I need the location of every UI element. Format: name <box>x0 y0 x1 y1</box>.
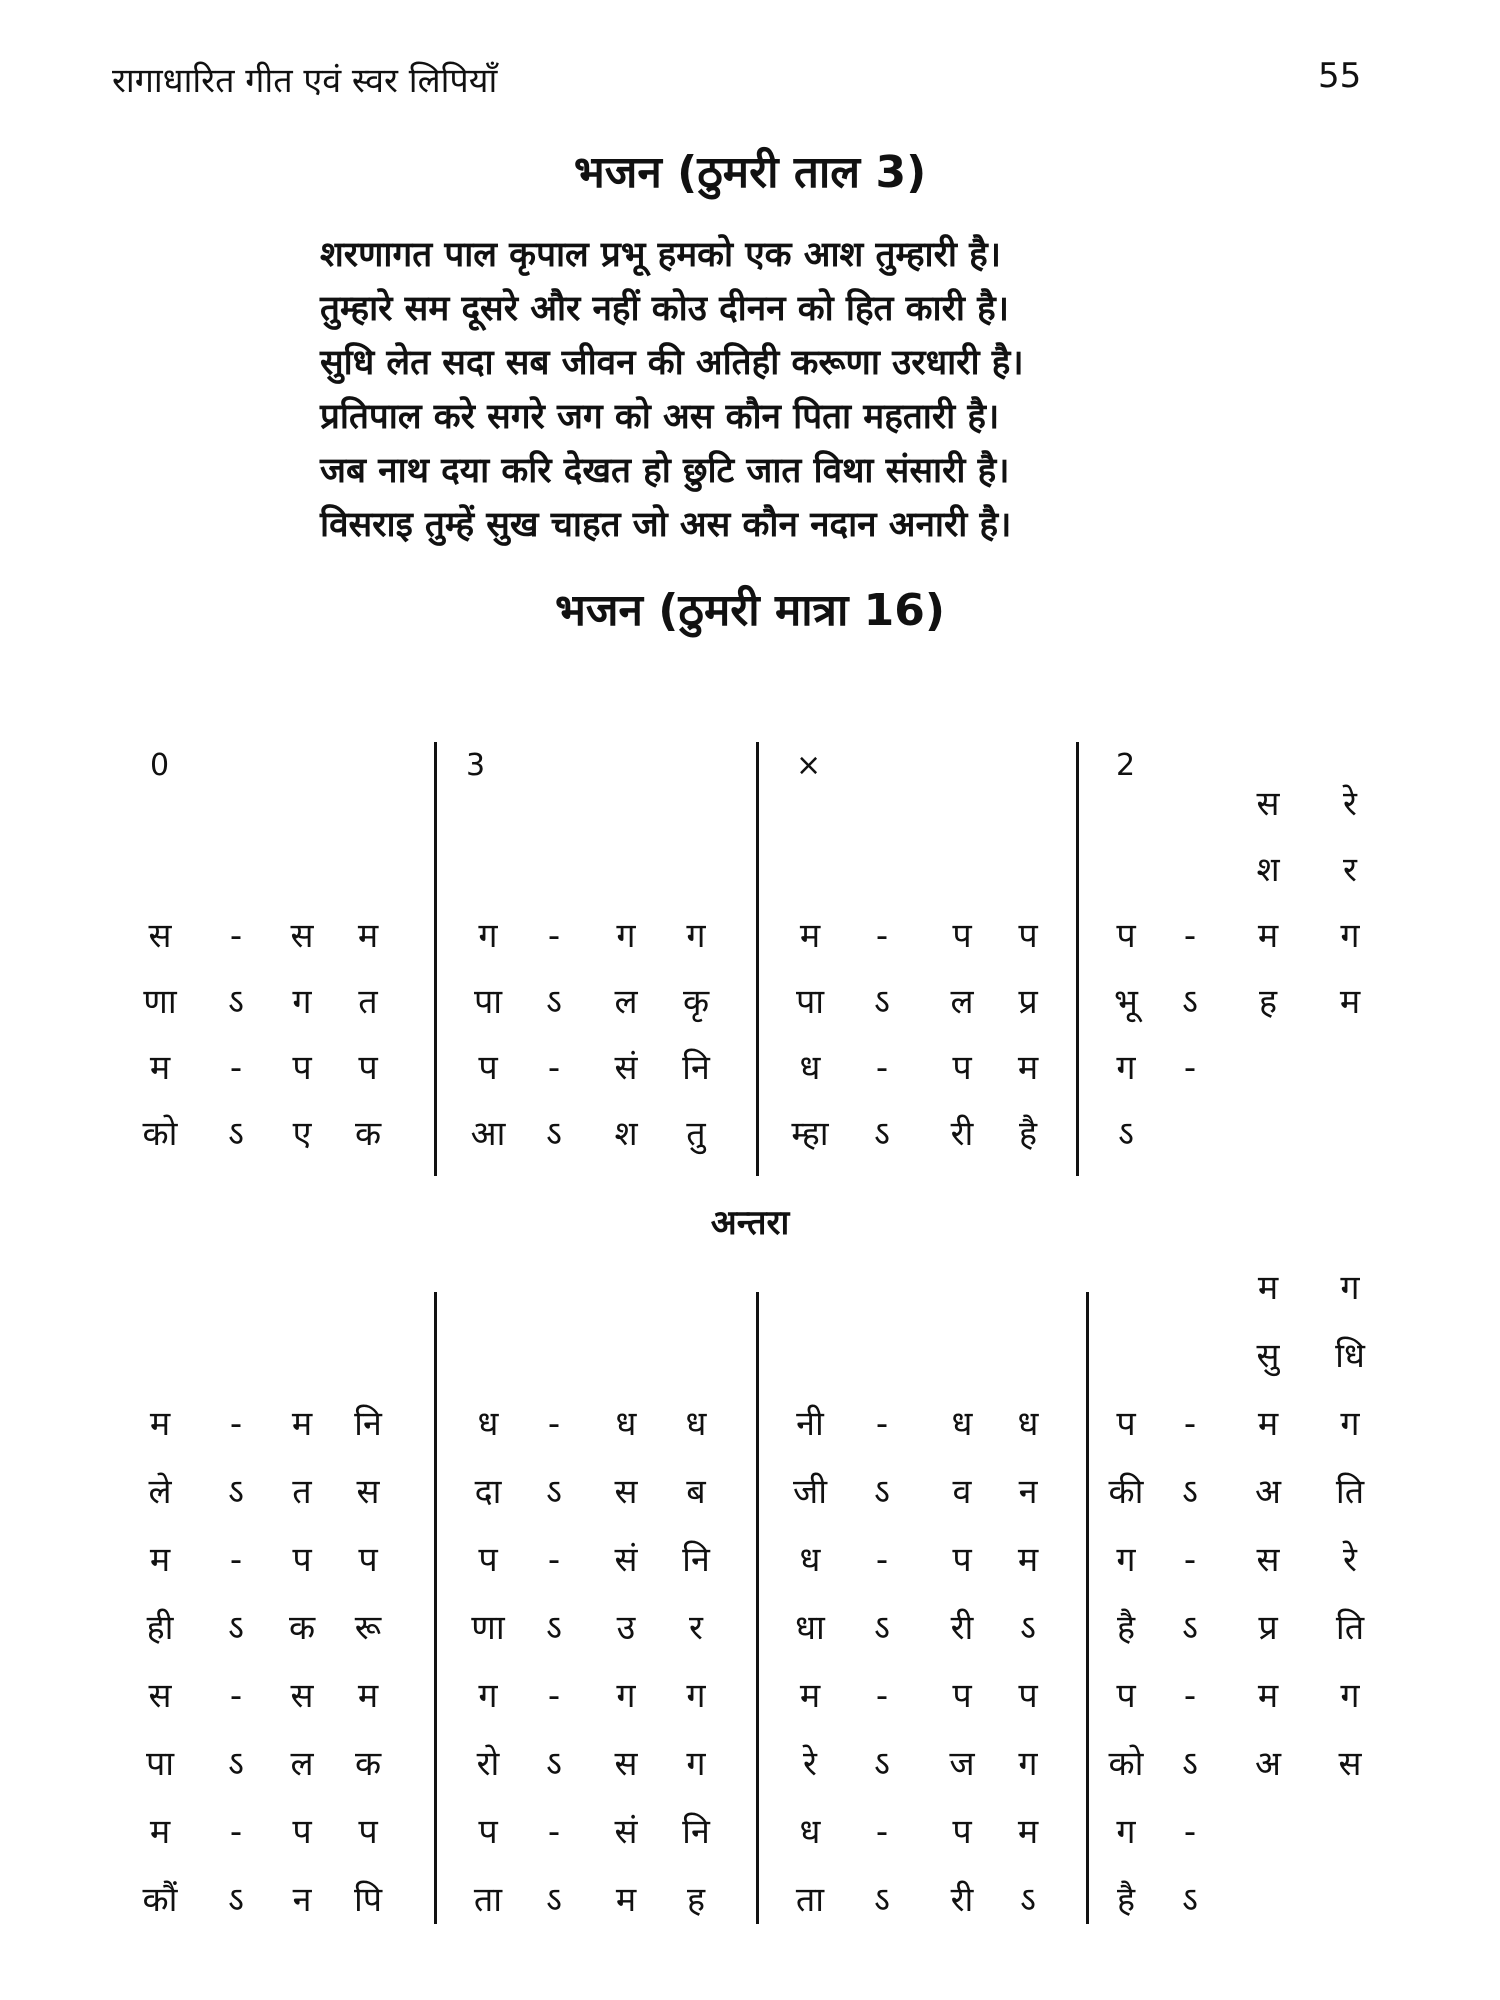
notation-cell: - <box>875 1676 889 1716</box>
lyric-line: सुधि लेत सदा सब जीवन की अतिही करूणा उरधारी है। <box>320 343 1024 383</box>
notation-cell: - <box>229 1048 243 1088</box>
notation-cell: ग <box>1340 1676 1360 1716</box>
notation-cell: ध <box>951 1404 973 1444</box>
notation-cell: ए <box>292 1114 312 1154</box>
page-number: 55 <box>1318 56 1362 96</box>
notation-cell: ऽ <box>228 1880 244 1920</box>
notation-cell: ग <box>1116 1048 1136 1088</box>
notation-cell: प <box>1018 916 1038 956</box>
notation-cell: प्र <box>1018 982 1038 1022</box>
notation-cell: प <box>952 1540 972 1580</box>
notation-cell: क <box>354 1744 382 1784</box>
taali-mark: × <box>796 748 822 783</box>
notation-cell: ऽ <box>874 982 890 1022</box>
notation-cell: नि <box>682 1540 710 1580</box>
notation-cell: ह <box>1258 982 1278 1022</box>
notation-cell: ह <box>686 1880 706 1920</box>
notation-cell: व <box>952 1472 972 1512</box>
notation-cell: ग <box>686 1744 706 1784</box>
notation-cell: है <box>1116 1608 1136 1648</box>
notation-cell: - <box>875 916 889 956</box>
notation-cell: पि <box>353 1880 383 1920</box>
notation-cell: प <box>1116 916 1136 956</box>
vibhag-divider <box>1086 1292 1089 1924</box>
notation-cell: प <box>358 1048 378 1088</box>
notation-cell: स <box>614 1472 638 1512</box>
antara-label: अन्तरा <box>710 1203 790 1243</box>
notation-cell: प <box>1116 1404 1136 1444</box>
notation-cell: ति <box>1335 1472 1365 1512</box>
notation-cell: - <box>229 1540 243 1580</box>
notation-cell: क <box>354 1114 382 1154</box>
notation-cell: ध <box>615 1404 637 1444</box>
notation-cell: पा <box>145 1744 175 1784</box>
lyric-line: शरणागत पाल कृपाल प्रभू हमको एक आश तुम्हारी है। <box>320 235 1002 275</box>
notation-cell: प <box>358 1812 378 1852</box>
notation-cell: ध <box>1017 1404 1039 1444</box>
notation-cell: ध <box>799 1048 821 1088</box>
notation-cell: ऽ <box>228 1608 244 1648</box>
notation-cell: ऽ <box>1020 1880 1036 1920</box>
notation-cell: म <box>1339 982 1361 1022</box>
notation-cell: कौं <box>142 1880 178 1920</box>
notation-cell: - <box>547 1676 561 1716</box>
notation-cell: - <box>547 1048 561 1088</box>
notation-cell: - <box>875 1048 889 1088</box>
notation-cell: नि <box>354 1404 382 1444</box>
notation-cell: म <box>615 1880 637 1920</box>
notation-cell: ऽ <box>1020 1608 1036 1648</box>
notation-cell: म <box>149 1812 171 1852</box>
notation-cell: की <box>1108 1472 1144 1512</box>
notation-cell: प <box>478 1048 498 1088</box>
notation-cell: म <box>1257 916 1279 956</box>
notation-cell: सं <box>614 1048 638 1088</box>
lyric-line: तुम्हारे सम दूसरे और नहीं कोउ दीनन को हित कारी है। <box>320 289 1010 329</box>
notation-cell: श <box>614 1114 638 1154</box>
notation-cell: - <box>547 1812 561 1852</box>
notation-cell: - <box>547 1540 561 1580</box>
notation-cell: - <box>1183 1540 1197 1580</box>
notation-cell: धि <box>1335 1336 1365 1376</box>
bhajan-heading-tal3: भजन (ठुमरी ताल 3) <box>573 147 927 198</box>
notation-cell: - <box>875 1404 889 1444</box>
notation-cell: ग <box>1116 1540 1136 1580</box>
notation-cell: ऽ <box>1182 1472 1198 1512</box>
notation-cell: स <box>1256 784 1280 824</box>
notation-cell: स <box>148 1676 172 1716</box>
notation-cell: - <box>1183 1048 1197 1088</box>
notation-cell: ऽ <box>874 1744 890 1784</box>
vibhag-divider <box>434 742 437 1176</box>
notation-cell: प <box>292 1812 312 1852</box>
notation-cell: ऽ <box>1182 1608 1198 1648</box>
notation-cell: ऽ <box>1182 1880 1198 1920</box>
notation-cell: अ <box>1255 1472 1281 1512</box>
notation-cell: सं <box>614 1540 638 1580</box>
notation-cell: ग <box>1116 1812 1136 1852</box>
notation-cell: ऽ <box>874 1472 890 1512</box>
notation-cell: म <box>357 916 379 956</box>
notation-cell: क <box>288 1608 316 1648</box>
notation-cell: री <box>950 1114 974 1154</box>
notation-cell: ग <box>686 916 706 956</box>
notation-cell: ऽ <box>228 982 244 1022</box>
notation-cell: - <box>875 1812 889 1852</box>
notation-cell: ल <box>614 982 638 1022</box>
notation-cell: ऽ <box>1118 1114 1134 1154</box>
notation-cell: ध <box>685 1404 707 1444</box>
notation-cell: उ <box>616 1608 636 1648</box>
notation-cell: ग <box>1340 1268 1360 1308</box>
notation-cell: सं <box>614 1812 638 1852</box>
notation-cell: जी <box>792 1472 828 1512</box>
notation-cell: ऽ <box>1182 1744 1198 1784</box>
lyric-line: प्रतिपाल करे सगरे जग को अस कौन पिता महतारी है। <box>320 397 1000 437</box>
notation-cell: स <box>356 1472 380 1512</box>
notation-cell: है <box>1018 1114 1038 1154</box>
notation-cell: ऽ <box>874 1880 890 1920</box>
notation-cell: प <box>292 1048 312 1088</box>
notation-cell: - <box>229 1404 243 1444</box>
notation-cell: पा <box>795 982 825 1022</box>
notation-cell: री <box>950 1608 974 1648</box>
notation-cell: - <box>229 1676 243 1716</box>
notation-cell: प <box>952 916 972 956</box>
lyric-line: जब नाथ दया करि देखत हो छुटि जात विथा संसारी है। <box>320 451 1010 491</box>
notation-cell: म्हा <box>791 1114 829 1154</box>
notation-cell: स <box>290 1676 314 1716</box>
notation-cell: ही <box>146 1608 174 1648</box>
notation-cell: प <box>358 1540 378 1580</box>
notation-cell: प <box>1116 1676 1136 1716</box>
notation-cell: प्र <box>1258 1608 1278 1648</box>
taali-mark: 2 <box>1116 748 1136 783</box>
notation-cell: - <box>1183 1812 1197 1852</box>
notation-cell: रे <box>1343 1540 1357 1580</box>
notation-cell: नि <box>682 1048 710 1088</box>
vibhag-divider <box>756 742 759 1176</box>
notation-cell: - <box>547 916 561 956</box>
notation-cell: ऽ <box>874 1608 890 1648</box>
notation-cell: र <box>689 1608 703 1648</box>
notation-cell: स <box>290 916 314 956</box>
notation-cell: न <box>1018 1472 1038 1512</box>
notation-cell: ग <box>616 1676 636 1716</box>
notation-cell: ग <box>1340 916 1360 956</box>
notation-cell: ग <box>478 1676 498 1716</box>
notation-cell: ऽ <box>1182 982 1198 1022</box>
notation-cell: म <box>799 916 821 956</box>
notation-cell: री <box>950 1880 974 1920</box>
notation-cell: ऽ <box>546 982 562 1022</box>
notation-cell: म <box>149 1540 171 1580</box>
notation-cell: श <box>1256 850 1280 890</box>
vibhag-divider <box>756 1292 759 1924</box>
notation-cell: त <box>358 982 378 1022</box>
notation-cell: स <box>614 1744 638 1784</box>
notation-cell: म <box>1017 1540 1039 1580</box>
notation-cell: ब <box>686 1472 706 1512</box>
notation-cell: णा <box>143 982 177 1022</box>
notation-cell: ता <box>795 1880 825 1920</box>
notation-cell: - <box>547 1404 561 1444</box>
notation-cell: ध <box>799 1812 821 1852</box>
notation-cell: म <box>1257 1268 1279 1308</box>
notation-cell: ग <box>1018 1744 1038 1784</box>
notation-cell: सु <box>1256 1336 1280 1376</box>
notation-cell: कृ <box>682 982 710 1022</box>
notation-cell: धा <box>795 1608 825 1648</box>
notation-cell: म <box>799 1676 821 1716</box>
notation-cell: - <box>229 1812 243 1852</box>
notation-cell: पा <box>473 982 503 1022</box>
bhajan-heading-matra16: भजन (ठुमरी मात्रा 16) <box>554 585 946 636</box>
notation-cell: ग <box>686 1676 706 1716</box>
notation-cell: है <box>1116 1880 1136 1920</box>
notation-cell: र <box>1343 850 1357 890</box>
notation-cell: को <box>142 1114 178 1154</box>
notation-cell: को <box>1108 1744 1144 1784</box>
notation-cell: ग <box>292 982 312 1022</box>
notation-cell: नि <box>682 1812 710 1852</box>
notation-cell: ले <box>148 1472 172 1512</box>
notation-cell: ऽ <box>228 1114 244 1154</box>
notation-cell: म <box>291 1404 313 1444</box>
notation-cell: ज <box>949 1744 975 1784</box>
notation-cell: ऽ <box>546 1114 562 1154</box>
notation-cell: ग <box>616 916 636 956</box>
notation-cell: भू <box>1114 982 1138 1022</box>
notation-cell: - <box>875 1540 889 1580</box>
notation-cell: न <box>292 1880 312 1920</box>
notation-cell: ग <box>1340 1404 1360 1444</box>
notation-cell: स <box>1256 1540 1280 1580</box>
notation-cell: ति <box>1335 1608 1365 1648</box>
notation-cell: ध <box>477 1404 499 1444</box>
notation-cell: म <box>149 1404 171 1444</box>
notation-cell: प <box>292 1540 312 1580</box>
notation-cell: दा <box>474 1472 502 1512</box>
notation-cell: ल <box>290 1744 314 1784</box>
notation-cell: प <box>952 1812 972 1852</box>
notation-cell: म <box>357 1676 379 1716</box>
notation-cell: रू <box>354 1608 382 1648</box>
notation-cell: तु <box>686 1114 706 1154</box>
notation-cell: ऽ <box>546 1744 562 1784</box>
lyric-line: विसराइ तुम्हें सुख चाहत जो अस कौन नदान अनारी है। <box>320 505 1012 545</box>
notation-cell: म <box>149 1048 171 1088</box>
notation-cell: त <box>292 1472 312 1512</box>
notation-cell: ऽ <box>546 1608 562 1648</box>
notation-cell: - <box>1183 1676 1197 1716</box>
notation-cell: ऽ <box>228 1744 244 1784</box>
notation-cell: स <box>1338 1744 1362 1784</box>
notation-cell: रे <box>803 1744 817 1784</box>
notation-cell: णा <box>471 1608 505 1648</box>
notation-cell: - <box>229 916 243 956</box>
notation-cell: ता <box>473 1880 503 1920</box>
notation-cell: म <box>1257 1676 1279 1716</box>
notation-cell: रो <box>476 1744 500 1784</box>
notation-cell: म <box>1017 1048 1039 1088</box>
taali-mark: 3 <box>466 748 486 783</box>
notation-cell: प <box>952 1676 972 1716</box>
notation-cell: म <box>1017 1812 1039 1852</box>
notation-cell: अ <box>1255 1744 1281 1784</box>
notation-cell: ल <box>950 982 974 1022</box>
notation-cell: आ <box>470 1114 506 1154</box>
notation-cell: प <box>478 1812 498 1852</box>
notation-cell: प <box>1018 1676 1038 1716</box>
notation-cell: - <box>1183 916 1197 956</box>
notation-cell: प <box>952 1048 972 1088</box>
notation-cell: ग <box>478 916 498 956</box>
notation-cell: प <box>478 1540 498 1580</box>
vibhag-divider <box>434 1292 437 1924</box>
vibhag-divider <box>1076 742 1079 1176</box>
notation-cell: म <box>1257 1404 1279 1444</box>
notation-cell: ऽ <box>546 1472 562 1512</box>
notation-cell: ऽ <box>874 1114 890 1154</box>
notation-cell: ऽ <box>228 1472 244 1512</box>
taali-mark: 0 <box>150 748 170 783</box>
running-header-title: रागाधारित गीत एवं स्वर लिपियाँ <box>112 61 498 101</box>
notation-cell: स <box>148 916 172 956</box>
notation-cell: रे <box>1343 784 1357 824</box>
notation-cell: - <box>1183 1404 1197 1444</box>
notation-cell: नी <box>796 1404 824 1444</box>
notation-cell: ऽ <box>546 1880 562 1920</box>
notation-cell: ध <box>799 1540 821 1580</box>
